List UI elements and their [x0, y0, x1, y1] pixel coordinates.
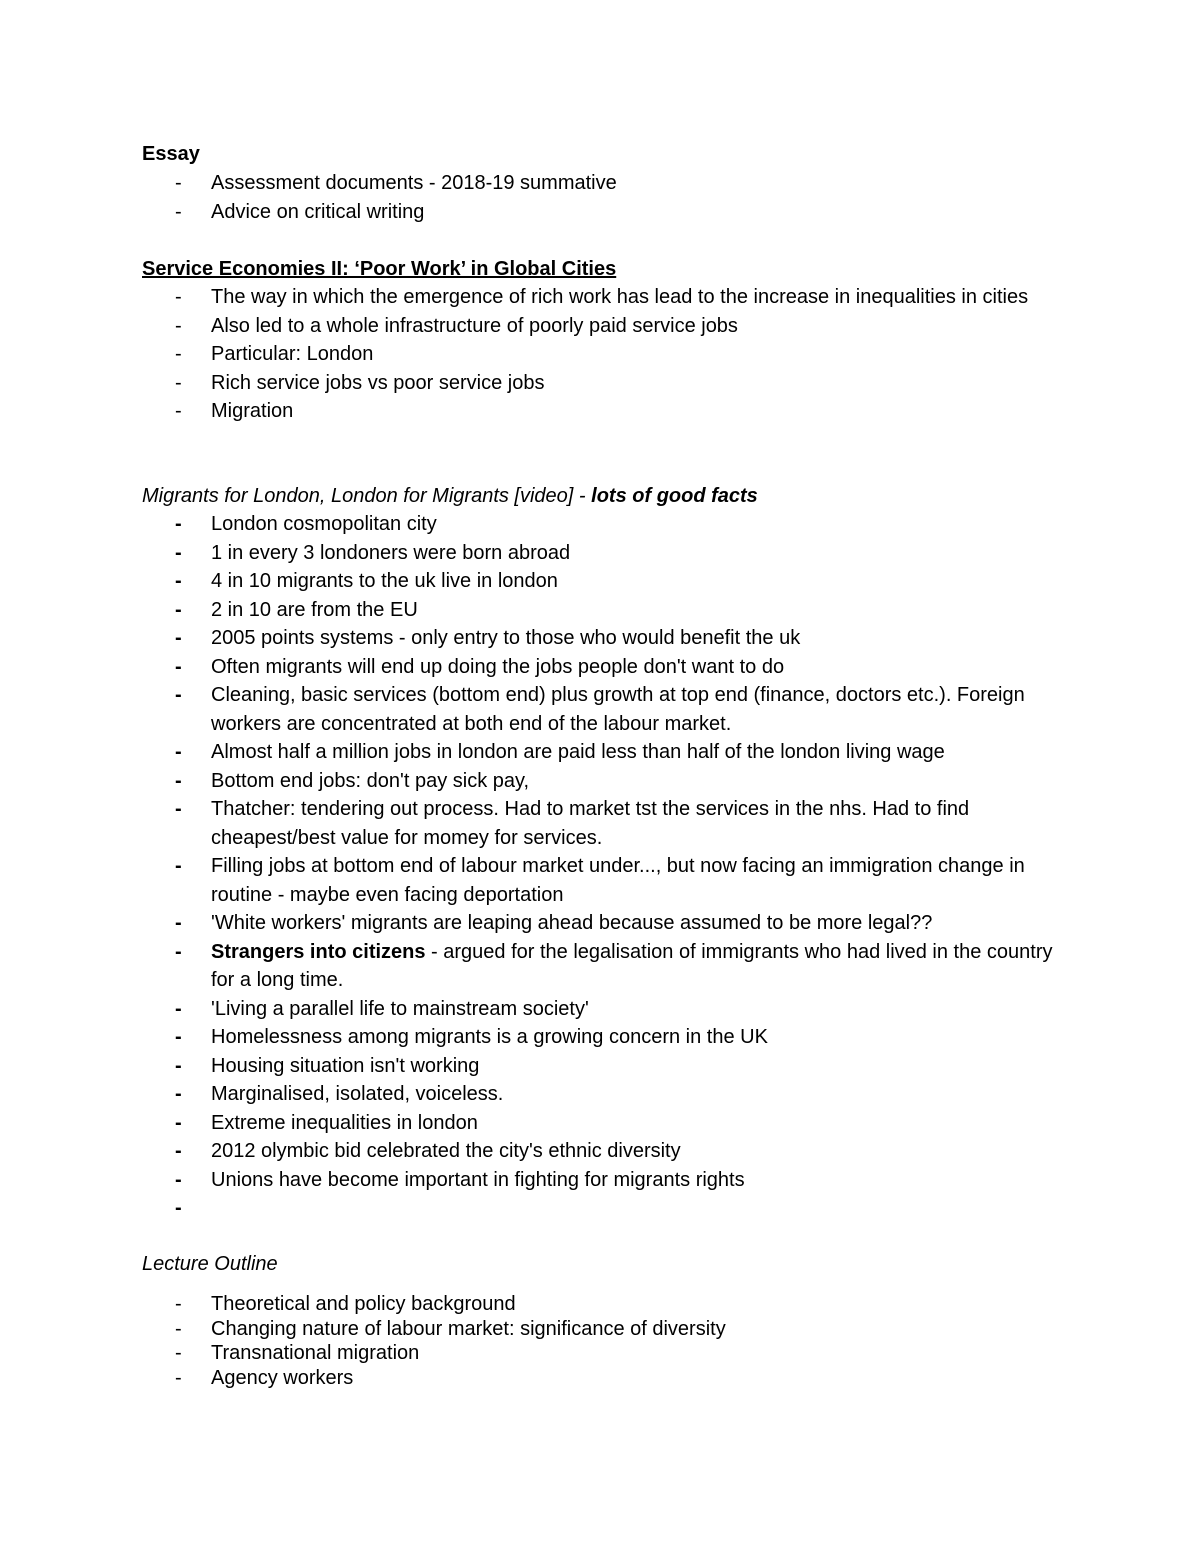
list-item: - Advice on critical writing — [175, 200, 425, 223]
lecture-list — [142, 1292, 1062, 1390]
list-item: - Filling jobs at bottom end of labour market under..., but now facing an immigration change in routine - maybe even facing deportation — [175, 855, 1025, 906]
migrants-list — [142, 510, 1062, 1223]
list-item: - 'White workers' migrants are leaping ahead because assumed to be more legal?? — [175, 912, 933, 934]
list-item: - London cosmopolitan city — [175, 513, 437, 535]
list-item: - 'Living a parallel life to mainstream society' — [175, 997, 589, 1020]
list-item: - Extreme inequalities in london — [175, 1111, 478, 1134]
list-item: - Bottom end jobs: don't pay sick pay, — [175, 769, 530, 792]
essay-list — [142, 169, 1062, 226]
list-item: - Thatcher: tendering out process. Had to market tst the services in the nhs. Had to find cheapest/best value for momey for services. — [175, 798, 970, 849]
list-item: - Housing situation isn't working — [175, 1054, 480, 1077]
list-item-strangers-into-citizens: - Strangers into citizens - argued for the legalisation of immigrants who had lived in the country for a long time. — [175, 940, 1053, 991]
list-item: - Assessment documents - 2018-19 summative — [175, 172, 617, 194]
list-item: - Often migrants will end up doing the jobs people don't want to do — [175, 655, 785, 678]
list-item: - Changing nature of labour market: significance of diversity — [175, 1317, 726, 1340]
essay-heading: Essay — [142, 143, 200, 165]
list-item-empty: - — [175, 1197, 182, 1219]
list-item: - 2012 olymbic bid celebrated the city's ethnic diversity — [175, 1140, 681, 1162]
migrants-video-heading: Migrants for London, London for Migrants [video] - lots of good facts — [142, 485, 758, 507]
list-item: - Transnational migration — [175, 1342, 420, 1364]
list-item: - 1 in every 3 londoners were born abroad — [175, 541, 571, 564]
list-item: - 4 in 10 migrants to the uk live in london — [175, 570, 558, 592]
service-list — [142, 283, 1062, 426]
list-item: - Also led to a whole infrastructure of poorly paid service jobs — [175, 314, 738, 337]
list-item: - 2 in 10 are from the EU — [175, 598, 418, 621]
list-item: - Unions have become important in fighting for migrants rights — [175, 1168, 745, 1191]
list-item: - Particular: London — [175, 343, 374, 365]
list-item: - Agency workers — [175, 1366, 354, 1389]
list-item: - Almost half a million jobs in london are paid less than half of the london living wage — [175, 741, 945, 763]
list-item: - The way in which the emergence of rich work has lead to the increase in inequalities in cities — [175, 286, 1029, 308]
service-economies-heading: Service Economies II: ‘Poor Work’ in Global Cities — [142, 258, 617, 280]
list-item: - Migration — [175, 400, 294, 422]
lecture-outline-heading: Lecture Outline — [142, 1253, 278, 1275]
list-item: - 2005 points systems - only entry to those who would benefit the uk — [175, 627, 801, 649]
list-item: - Cleaning, basic services (bottom end) plus growth at top end (finance, doctors etc.). Foreign workers are concentrated at both end of the labour market. — [175, 684, 1025, 735]
list-item: - Marginalised, isolated, voiceless. — [175, 1083, 504, 1105]
list-item: - Rich service jobs vs poor service jobs — [175, 371, 545, 394]
list-item: - Homelessness among migrants is a growing concern in the UK — [175, 1026, 768, 1048]
list-item: - Theoretical and policy background — [175, 1293, 516, 1315]
